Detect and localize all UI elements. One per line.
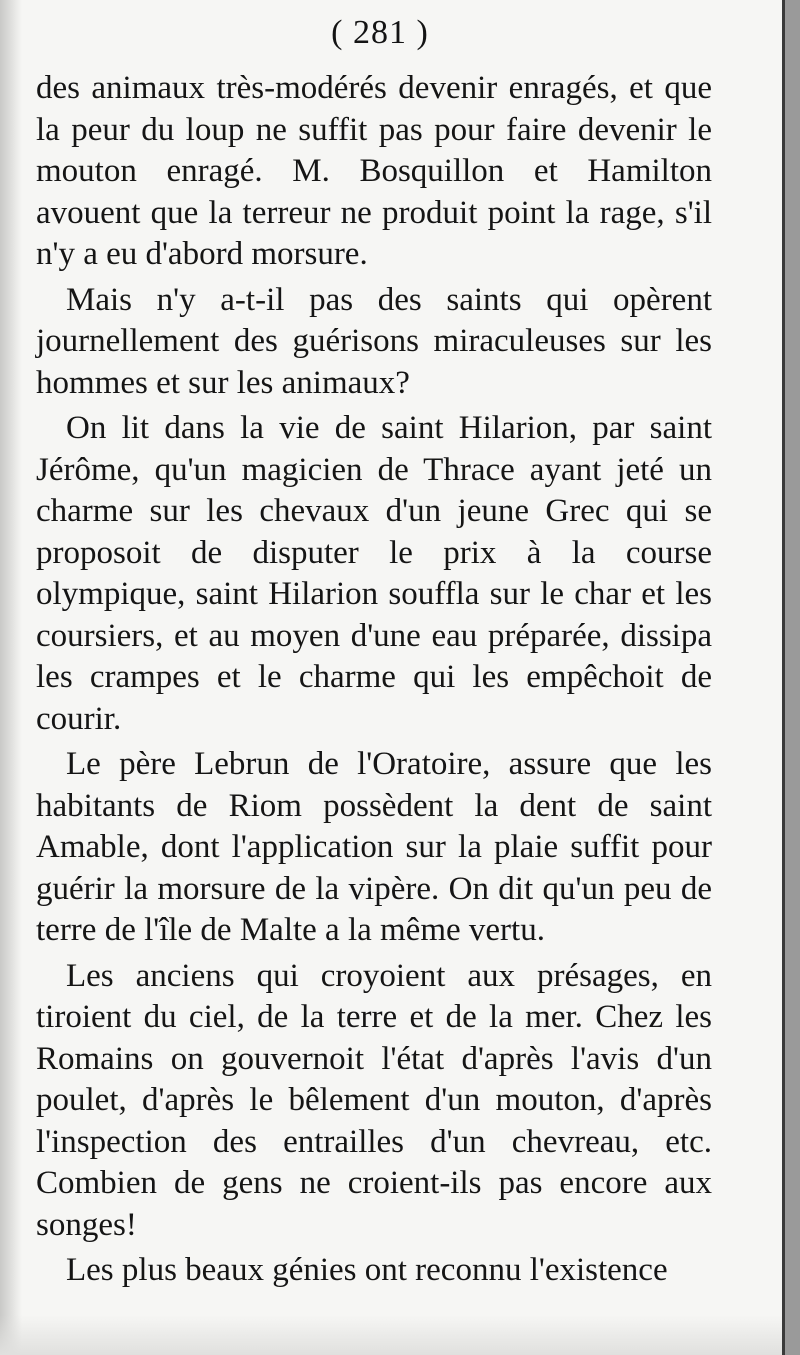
paragraph: des animaux très-modérés devenir enragés, et que la peur du loup ne suffit pas pour faire devenir le mouton enragé. M. Bosquillon et Hamilton avouent que la terreur ne produit point la rage, s'il n'y a eu d'abord morsure. (36, 70, 712, 272)
paragraph: Les plus beaux génies ont reconnu l'existence (66, 1252, 668, 1288)
body-text (36, 68, 712, 1292)
paragraph: On lit dans la vie de saint Hilarion, par saint Jérôme, qu'un magicien de Thrace ayant jeté un charme sur les chevaux d'un jeune Grec qui se proposoit de disputer le prix à la course olympique, saint Hilarion souffla sur le char et les coursiers, et au moyen d'une eau préparée, dissipa les crampes et le charme qui les empêchoit de courir. (36, 410, 712, 737)
page-number: ( 281 ) (331, 14, 429, 51)
bottom-shadow (0, 1315, 782, 1355)
paragraph: Le père Lebrun de l'Oratoire, assure que les habitants de Riom possèdent la dent de saint Amable, dont l'application sur la plaie suffit pour guérir la morsure de la vipère. On dit qu'un peu de terre de l'île de Malte a la même vertu. (36, 746, 712, 948)
paragraph: Les anciens qui croyoient aux présages, en tiroient du ciel, de la terre et de la mer. Chez les Romains on gouvernoit l'état d'après l'avis d'un poulet, d'après le bêlement d'un mouton, d'après l'inspection des entrailles d'un chevreau, etc. Combien de gens ne croient-ils pas encore aux songes! (36, 957, 712, 1243)
gutter-shadow (0, 0, 22, 1355)
paragraph: Mais n'y a-t-il pas des saints qui opèrent journellement des guérisons miraculeuses sur les hommes et sur les animaux? (36, 281, 712, 401)
